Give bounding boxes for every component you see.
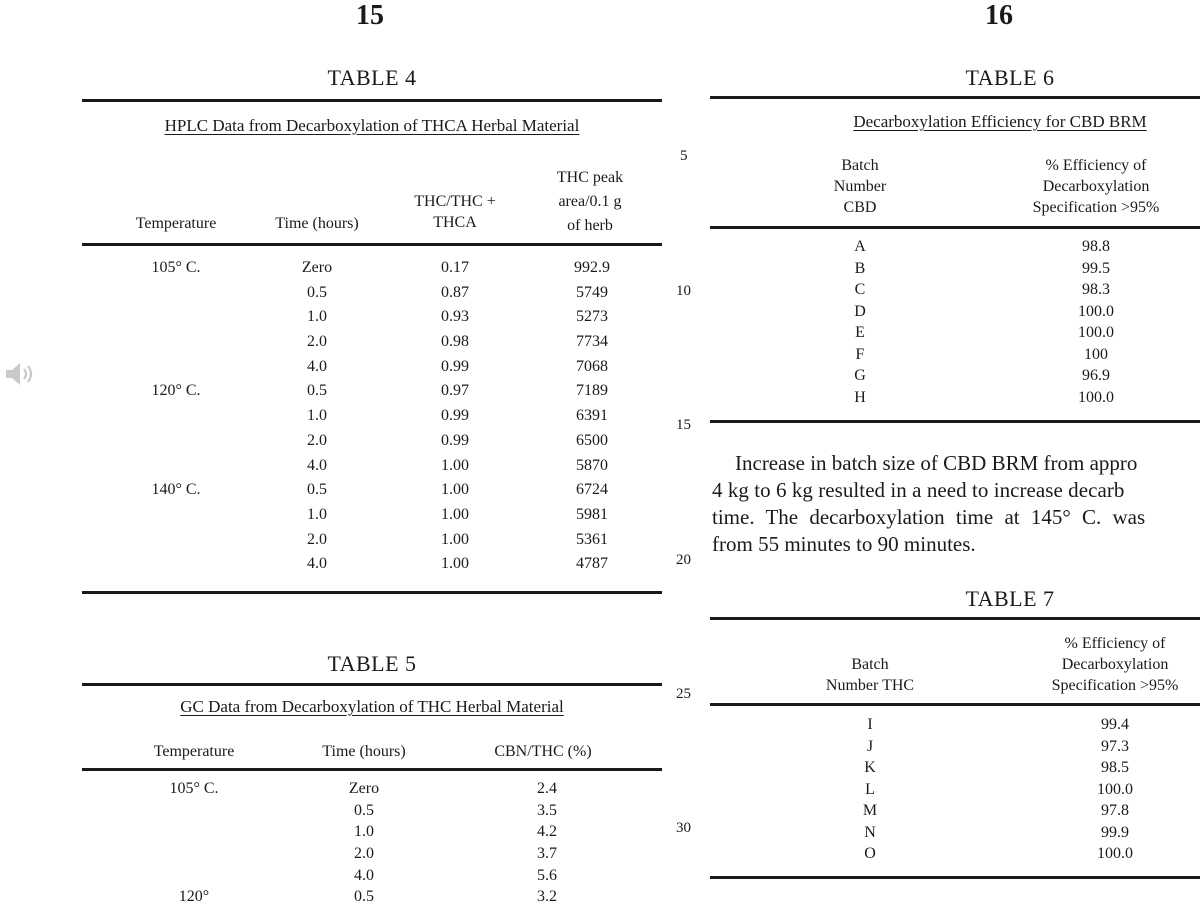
line-number: 5	[680, 148, 688, 164]
table-cell-temp: 105° C.	[151, 259, 201, 276]
table-cell-time: 4.0	[307, 357, 327, 375]
table-row	[82, 780, 662, 802]
table-cell-temp: 140° C.	[151, 481, 201, 499]
table-row	[82, 308, 662, 333]
table-cell-peak: 5870	[576, 456, 608, 474]
table-cell-batch: D	[854, 302, 866, 320]
table-cell-batch: H	[854, 388, 866, 406]
table-cell-eff: 100.0	[1078, 388, 1114, 406]
table-cell-peak: 4787	[576, 555, 608, 573]
table-cell-peak: 5981	[576, 505, 608, 523]
table-cell-batch: C	[854, 281, 866, 298]
table-cell-eff: 100.0	[1078, 324, 1114, 341]
table-rule	[82, 99, 662, 102]
table-rule	[710, 226, 1200, 229]
column-header-ratio: THC/THC + THCA	[414, 193, 496, 231]
table-cell-ratio: 0.99	[441, 431, 469, 449]
column-header-peak: THC peak area/0.1 g of herb	[556, 169, 624, 234]
table-row	[82, 555, 662, 580]
table-cell-time: 4.0	[354, 866, 374, 884]
column-header-efficiency: % Efficiency of Decarboxylation Specification >95%	[1032, 157, 1160, 216]
table-row	[82, 457, 662, 482]
table-cell-ratio: 0.98	[441, 333, 469, 351]
table-cell-eff: 100.0	[1078, 302, 1114, 320]
table-row	[82, 506, 662, 531]
table-row	[710, 367, 1200, 389]
table-cell-peak: 6500	[576, 431, 608, 449]
table-caption: HPLC Data from Decarboxylation of THCA Herbal Material	[164, 116, 580, 135]
table-row	[82, 284, 662, 309]
table-cell-temp: 120° C.	[151, 382, 201, 400]
table-cell-eff: 98.5	[1101, 759, 1129, 776]
table-title: TABLE 7	[965, 586, 1055, 611]
table-row	[710, 238, 1200, 260]
table-row	[710, 759, 1200, 781]
table-cell-batch: J	[866, 737, 874, 755]
table-rule	[710, 617, 1200, 620]
table-row	[82, 867, 662, 889]
column-header-temperature: Temperature	[135, 215, 217, 232]
table-row	[82, 823, 662, 845]
table-cell-ratio: 1.00	[441, 481, 469, 499]
table-cell-batch: K	[864, 759, 876, 776]
table-cell-eff: 98.8	[1082, 238, 1110, 255]
line-number: 30	[676, 820, 691, 836]
table-row	[710, 281, 1200, 303]
column-header-efficiency: % Efficiency of Decarboxylation Specification >95%	[1051, 635, 1179, 694]
table-cell-eff: 97.8	[1101, 802, 1129, 819]
table-row	[82, 802, 662, 824]
table-cell-eff: 99.9	[1101, 823, 1129, 841]
table-row	[710, 346, 1200, 368]
table-cell-ratio: 2.4	[537, 780, 557, 797]
table-cell-peak: 7189	[576, 382, 608, 400]
table-cell-time: 0.5	[354, 888, 374, 906]
table-rule	[82, 683, 662, 686]
table-cell-temp: 120°	[178, 888, 210, 906]
line-number: 10	[676, 283, 691, 299]
table-row	[710, 845, 1200, 867]
table-cell-time: 2.0	[307, 530, 327, 548]
table-row	[710, 802, 1200, 824]
page-number-right: 16	[985, 0, 1013, 31]
table-cell-ratio: 3.2	[537, 888, 557, 906]
line-number: 15	[676, 417, 691, 433]
table-cell-eff: 99.5	[1082, 259, 1110, 277]
table-row	[710, 303, 1200, 325]
table-cell-ratio: 1.00	[441, 505, 469, 523]
page-number-left: 15	[356, 0, 384, 31]
table-cell-time: 2.0	[354, 845, 374, 863]
table-title: TABLE 6	[965, 65, 1055, 90]
table-cell-peak: 6724	[576, 481, 608, 499]
table-cell-ratio: 5.6	[537, 866, 557, 884]
table-cell-peak: 6391	[576, 407, 608, 425]
table-cell-ratio: 1.00	[441, 530, 469, 548]
table-caption: GC Data from Decarboxylation of THC Herbal Material	[180, 697, 564, 716]
table-cell-ratio: 0.93	[441, 308, 469, 326]
table-body	[710, 238, 1200, 410]
table-cell-time: 1.0	[307, 407, 327, 425]
table-cell-batch: L	[865, 780, 875, 798]
table-cell-ratio: 3.5	[537, 801, 557, 819]
table-cell-time: 1.0	[307, 505, 327, 523]
table-rule	[710, 96, 1200, 99]
table-row	[82, 888, 662, 910]
table-cell-peak: 7068	[576, 357, 608, 375]
table-cell-batch: O	[864, 845, 876, 862]
table-row	[82, 407, 662, 432]
line-number: 20	[676, 552, 691, 568]
table-body	[710, 716, 1200, 867]
column-header-batch: Batch Number THC	[825, 656, 915, 694]
table-cell-ratio: 0.99	[441, 357, 469, 375]
table-body	[82, 259, 662, 580]
column-header-batch: Batch Number CBD	[833, 157, 887, 216]
table-row	[710, 389, 1200, 411]
table-cell-eff: 97.3	[1101, 737, 1129, 755]
table-row	[82, 358, 662, 383]
table-row	[710, 716, 1200, 738]
table-cell-ratio: 0.17	[441, 259, 469, 276]
column-header-temperature: Temperature	[153, 743, 235, 760]
table-title: TABLE 4	[327, 65, 417, 90]
line-number: 25	[676, 686, 691, 702]
table-cell-eff: 100.0	[1097, 780, 1133, 798]
table-cell-time: 0.5	[307, 382, 327, 400]
table-cell-time: 2.0	[307, 431, 327, 449]
table-cell-time: 4.0	[307, 555, 327, 573]
table-cell-batch: G	[854, 367, 866, 384]
table-cell-ratio: 0.97	[441, 382, 469, 400]
table-cell-time: 4.0	[307, 456, 327, 474]
table-row	[710, 781, 1200, 803]
table-body	[82, 780, 662, 910]
table-cell-batch: M	[862, 802, 878, 819]
table-cell-eff: 99.4	[1101, 716, 1129, 733]
table-title: TABLE 5	[327, 651, 417, 676]
table-cell-batch: F	[855, 345, 865, 363]
table-cell-peak: 7734	[576, 333, 608, 351]
table-cell-batch: A	[854, 238, 866, 255]
table-cell-ratio: 0.87	[441, 283, 469, 301]
table-cell-peak: 5273	[576, 308, 608, 326]
table-cell-peak: 5361	[576, 530, 608, 548]
table-cell-time: Zero	[301, 259, 333, 276]
table-cell-eff: 96.9	[1082, 367, 1110, 384]
table-rule	[710, 876, 1200, 879]
table-caption: Decarboxylation Efficiency for CBD BRM	[853, 112, 1147, 131]
table-cell-ratio: 1.00	[441, 456, 469, 474]
table-cell-time: 0.5	[307, 283, 327, 301]
speaker-icon[interactable]	[4, 360, 36, 388]
table-row	[82, 382, 662, 407]
column-header-time: Time (hours)	[275, 215, 359, 232]
table-row	[710, 324, 1200, 346]
table-row	[710, 260, 1200, 282]
table-row	[710, 824, 1200, 846]
table-cell-peak: 992.9	[574, 259, 610, 276]
table-row	[82, 845, 662, 867]
table-cell-time: 1.0	[307, 308, 327, 326]
table-cell-peak: 5749	[576, 283, 608, 301]
table-cell-batch: I	[867, 716, 873, 733]
table-cell-batch: E	[855, 324, 865, 341]
table-row	[82, 531, 662, 556]
table-row	[82, 333, 662, 358]
column-header-ratio: CBN/THC (%)	[494, 743, 592, 760]
table-cell-temp: 105° C.	[169, 780, 219, 797]
table-cell-batch: B	[854, 259, 866, 277]
table-cell-eff: 98.3	[1082, 281, 1110, 298]
table-rule	[710, 703, 1200, 706]
table-cell-eff: 100	[1084, 345, 1108, 363]
table-cell-time: 2.0	[307, 333, 327, 351]
table-cell-time: 1.0	[354, 823, 374, 841]
table-cell-time: 0.5	[307, 481, 327, 499]
table-row	[710, 738, 1200, 760]
table-cell-ratio: 0.99	[441, 407, 469, 425]
table-row	[82, 432, 662, 457]
table-row	[82, 259, 662, 284]
table-rule	[710, 420, 1200, 423]
table-cell-ratio: 1.00	[441, 555, 469, 573]
table-cell-time: Zero	[348, 780, 380, 797]
table-rule	[82, 591, 662, 594]
table-cell-batch: N	[864, 823, 876, 841]
table-rule	[82, 768, 662, 771]
body-paragraph: Increase in batch size of CBD BRM from appro 4 kg to 6 kg resulted in a need to increase decarb time. The decarboxylation time at 145° C. was from 55 minutes to 90 minutes.	[712, 451, 1146, 556]
table-cell-ratio: 3.7	[537, 845, 557, 863]
table-cell-eff: 100.0	[1097, 845, 1133, 862]
column-header-time: Time (hours)	[322, 743, 406, 760]
table-rule	[82, 243, 662, 246]
table-row	[82, 481, 662, 506]
table-cell-time: 0.5	[354, 801, 374, 819]
table-cell-ratio: 4.2	[537, 823, 557, 841]
